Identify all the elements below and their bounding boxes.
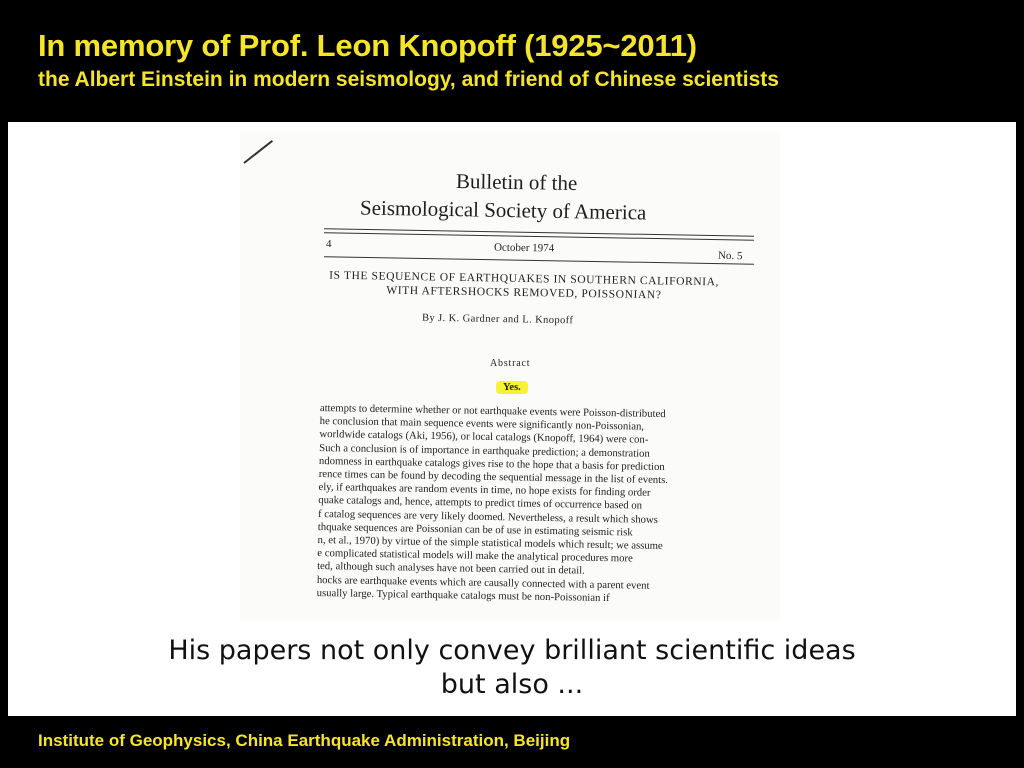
abstract-line: usually large. Typical earthquake catalogs must be non-Poissonian if <box>316 586 610 604</box>
abstract-line: e complicated statistical models will make the analytical procedures more <box>317 547 633 565</box>
caption-line1: His papers not only convey brilliant scientific ideas <box>168 635 856 666</box>
abstract-line: ted, although such analyses have not been carried out in detail. <box>317 560 585 578</box>
header-rule-bottom <box>324 256 754 265</box>
paper-authors: By J. K. Gardner and L. Knopoff <box>421 312 574 327</box>
slide-title: In memory of Prof. Leon Knopoff (1925~2011) <box>38 28 697 63</box>
volume-number: 4 <box>326 238 332 250</box>
content-panel <box>8 122 1016 716</box>
abstract-line: quake catalogs and, hence, attempts to predict times of occurrence based on <box>318 494 643 513</box>
abstract-line: rence times can be found by decoding the sequential message in the list of events. <box>318 468 669 487</box>
paper-scan <box>240 132 780 620</box>
header-rule-mid <box>324 232 754 241</box>
paper-title-line2: WITH AFTERSHOCKS REMOVED, POISSONIAN? <box>386 284 662 302</box>
abstract-line: hocks are earthquake events which are causally connected with a parent event <box>316 573 650 592</box>
abstract-line: Such a conclusion is of importance in earthquake prediction; a demonstration <box>319 441 650 460</box>
abstract-line: worldwide catalogs (Aki, 1956), or local catalogs (Knopoff, 1964) were con- <box>319 428 649 447</box>
abstract-line: f catalog sequences are very likely doomed. Nevertheless, a result which shows <box>317 507 658 526</box>
slide-caption <box>8 634 1016 702</box>
pen-mark <box>243 140 273 164</box>
abstract-heading: Abstract <box>490 358 531 369</box>
abstract-line: he conclusion that main sequence events were significantly non-Poissonian, <box>319 415 645 433</box>
caption-line2: but also ... <box>440 669 584 700</box>
abstract-line: thquake sequences are Poissonian can be of use in estimating seismic risk <box>317 520 633 539</box>
abstract-line: n, et al., 1970) by virtue of the simple statistical models which result; we assume <box>317 534 663 553</box>
paper-title <box>304 268 744 304</box>
abstract-line: ndomness in earthquake catalogs gives rise to the hope that a basis for prediction <box>318 454 665 473</box>
paper-title-line1: IS THE SEQUENCE OF EARTHQUAKES IN SOUTHERN CALIFORNIA, <box>329 269 720 289</box>
abstract-line: attempts to determine whether or not earthquake events were Poisson-distributed <box>319 402 666 421</box>
issue-date: October 1974 <box>493 241 555 255</box>
journal-name-line2: Seismological Society of America <box>359 195 647 225</box>
abstract-answer-highlight: Yes. <box>496 381 528 394</box>
journal-name-line1: Bulletin of the <box>455 168 578 196</box>
abstract-body <box>317 402 750 608</box>
issue-number: No. 5 <box>717 249 743 263</box>
institution-footer: Institute of Geophysics, China Earthquake Administration, Beijing <box>38 731 571 750</box>
slide-subtitle: the Albert Einstein in modern seismology, and friend of Chinese scientists <box>38 68 779 91</box>
abstract-line: ely, if earthquakes are random events in time, no hope exists for finding order <box>318 481 651 499</box>
